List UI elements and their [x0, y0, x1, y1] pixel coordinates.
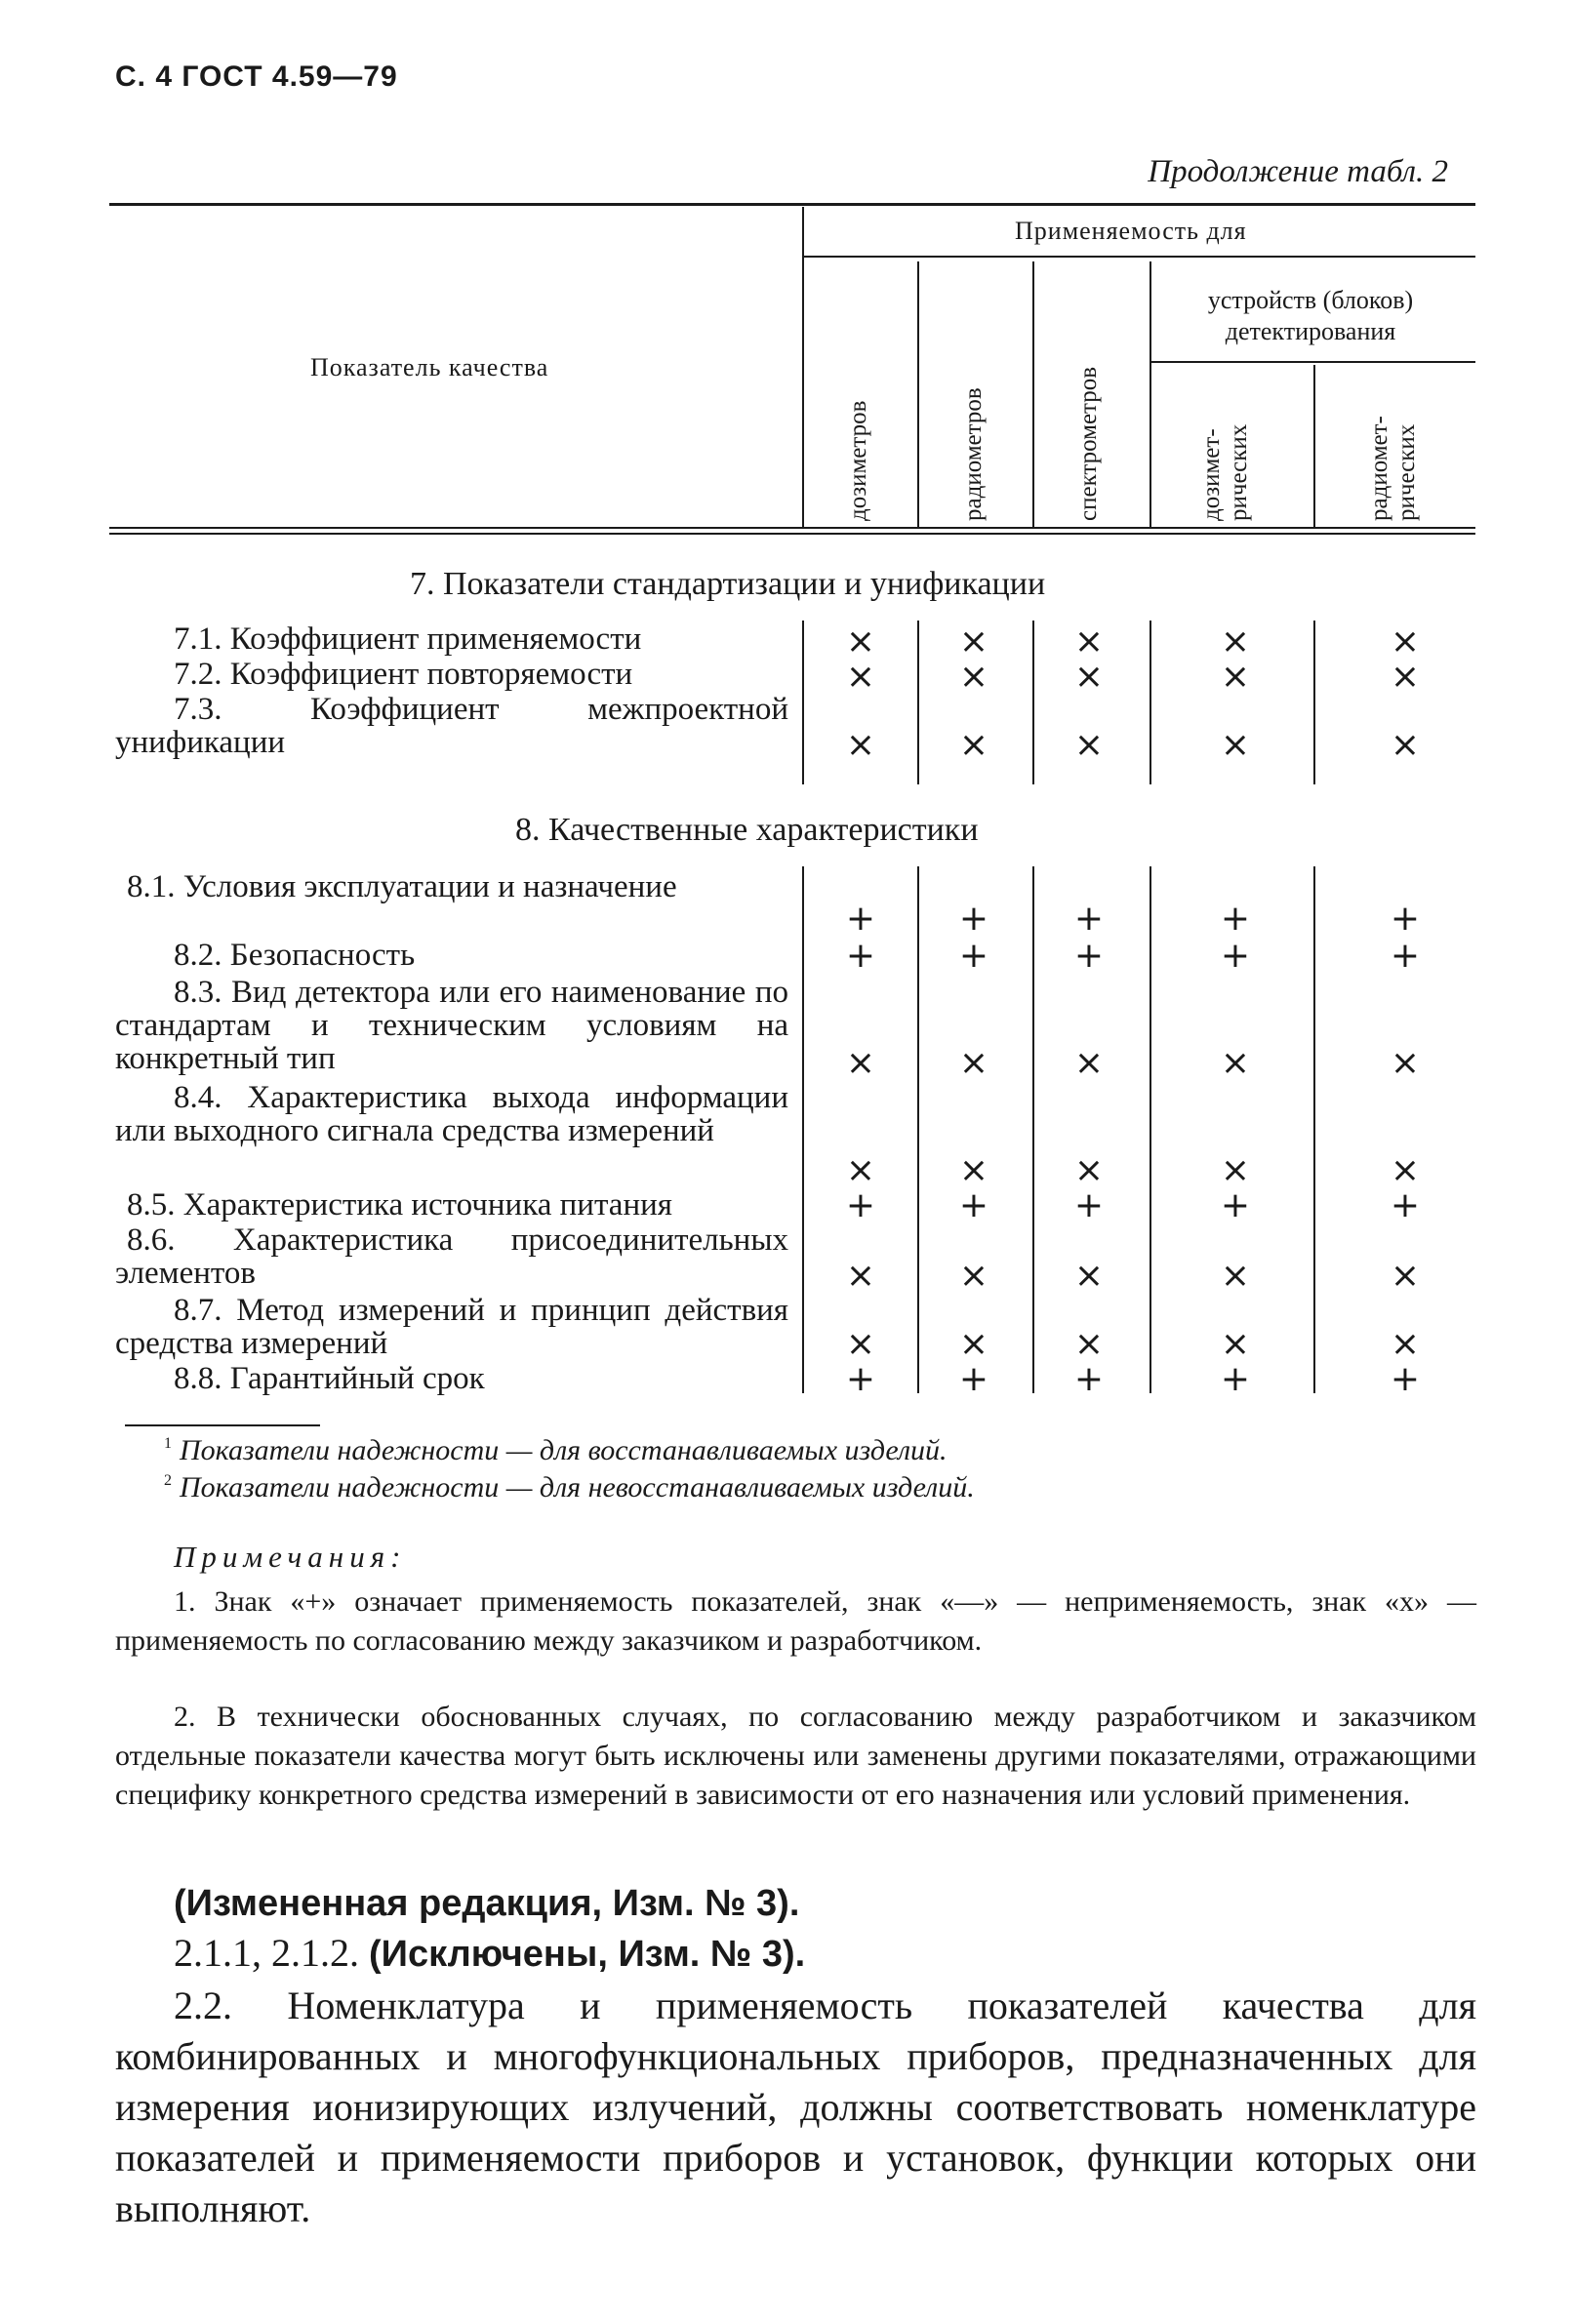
mark-cell: + [845, 1359, 876, 1399]
mark-cell: × [1390, 657, 1421, 697]
mark-cell: × [958, 1043, 989, 1083]
mark-cell: + [845, 1185, 876, 1225]
footnote-text: Показатели надежности — для невосстанавливаемых изделий. [180, 1471, 975, 1503]
mark-cell: + [1390, 899, 1421, 939]
section7-vline-2 [1032, 621, 1034, 784]
row-label: 8.6. Характеристика присоединительных элементов [115, 1222, 788, 1291]
mark-cell: + [958, 899, 989, 939]
header-col-radiometric: радиомет-рических [1366, 416, 1420, 521]
mark-cell: × [1220, 1256, 1251, 1296]
mark-cell: × [1390, 621, 1421, 661]
mark-cell: × [1390, 1043, 1421, 1083]
header-vline-4 [1313, 365, 1315, 527]
row-label: 8.4. Характеристика выхода информации или выходного сигнала средства измерений [115, 1080, 788, 1148]
mark-cell: × [958, 1324, 989, 1364]
mark-cell: × [1073, 1256, 1105, 1296]
mark-cell: × [1220, 1324, 1251, 1364]
header-quality-indicator: Показатель качества [310, 353, 549, 381]
footnote-2 [164, 1471, 975, 1504]
section-title-7: 7. Показатели стандартизации и унификации [410, 566, 1046, 602]
mark-cell: × [958, 657, 989, 697]
mark-cell: + [1220, 1185, 1251, 1225]
mark-cell: × [1220, 657, 1251, 697]
paragraph-2-2: 2.2. Номенклатура и применяемость показателей качества для комбинированных и многофункциональных приборов, предназначенных для измерения ионизирующих излучений, должны соответствовать номенклатуре показателей и применяемости приборов и установок, функции которых они выполняют. [115, 1983, 1476, 2230]
header-divider-group [1150, 361, 1475, 363]
notes-title: Примечания: [174, 1540, 407, 1574]
mark-cell: × [1390, 1324, 1421, 1364]
mark-cell: × [1220, 725, 1251, 765]
mark-cell: + [1073, 899, 1105, 939]
mark-cell: + [958, 1185, 989, 1225]
mark-cell: × [1073, 1043, 1105, 1083]
mark-cell: + [958, 1359, 989, 1399]
row-label: 7.2. Коэффициент повторяемости [174, 657, 633, 692]
mark-cell: + [1220, 899, 1251, 939]
section7-vline-1 [917, 621, 919, 784]
row-label: 8.7. Метод измерений и принцип действия средства измерений [115, 1293, 788, 1361]
header-col-dosimetric: дозимет-рических [1198, 423, 1252, 521]
section8-vline-4 [1313, 866, 1315, 1393]
mark-cell: × [958, 1150, 989, 1190]
footnote-separator [125, 1424, 320, 1426]
mark-cell: × [958, 1256, 989, 1296]
section7-vline-4 [1313, 621, 1315, 784]
row-label: 8.2. Безопасность [174, 938, 416, 973]
mark-cell: + [1220, 936, 1251, 976]
mark-cell: + [1073, 1359, 1105, 1399]
header-divider-top [802, 256, 1475, 258]
section-title-8: 8. Качественные характеристики [515, 812, 979, 848]
footnote-text: Показатели надежности — для восстанавливаемых изделий. [180, 1434, 948, 1466]
row-label: 8.8. Гарантийный срок [174, 1361, 485, 1396]
section8-vline-3 [1150, 866, 1151, 1393]
mark-cell: + [1390, 1359, 1421, 1399]
mark-cell: × [845, 1324, 876, 1364]
section7-vline-3 [1150, 621, 1151, 784]
mark-cell: + [1390, 1185, 1421, 1225]
mark-cell: + [1390, 936, 1421, 976]
mark-cell: × [1220, 1043, 1251, 1083]
excluded-clauses [115, 1928, 1476, 1980]
mark-cell: + [1073, 936, 1105, 976]
header-vline-0 [802, 207, 804, 527]
mark-cell: × [845, 725, 876, 765]
row-label: 8.1. Условия эксплуатации и назначение [127, 869, 677, 904]
footnote-mark: 2 [164, 1472, 172, 1489]
excluded-clauses-number: 2.1.1, 2.1.2. [174, 1931, 359, 1975]
header-vline-2 [1032, 261, 1034, 527]
mark-cell: × [1073, 1324, 1105, 1364]
mark-cell: × [845, 1043, 876, 1083]
section8-vline-2 [1032, 866, 1034, 1393]
header-detection-devices: устройств (блоков) детектирования [1207, 286, 1414, 345]
section8-vline-1 [917, 866, 919, 1393]
mark-cell: × [845, 1150, 876, 1190]
row-label: 8.5. Характеристика источника питания [127, 1187, 672, 1222]
mark-cell: × [1073, 1150, 1105, 1190]
row-label: 7.1. Коэффициент применяемости [174, 621, 642, 657]
mark-cell: + [1073, 1185, 1105, 1225]
header-applicability: Применяемость для [1015, 217, 1247, 245]
mark-cell: × [1220, 1150, 1251, 1190]
header-vline-1 [917, 261, 919, 527]
mark-cell: + [958, 936, 989, 976]
footnote-mark: 1 [164, 1435, 172, 1452]
header-col-radiometers: радиометров [960, 387, 987, 521]
row-label: 8.3. Вид детектора или его наименование по стандартам и техническим условиям на конкретный тип [115, 975, 788, 1076]
row-label: 7.3. Коэффициент межпроектной унификации [115, 692, 788, 760]
header-col-spectrometers: спектрометров [1075, 366, 1102, 521]
table-top-rule [109, 203, 1475, 206]
header-col-dosimeters: дозиметров [845, 400, 871, 521]
mark-cell: + [845, 899, 876, 939]
footnote-1 [164, 1434, 948, 1467]
table-continuation-label: Продолжение табл. 2 [1148, 154, 1448, 189]
mark-cell: × [845, 621, 876, 661]
mark-cell: × [1390, 725, 1421, 765]
table-header-bottom-rule-1 [109, 527, 1475, 529]
mark-cell: × [845, 657, 876, 697]
mark-cell: × [1220, 621, 1251, 661]
amended-edition-note: (Измененная редакция, Изм. № 3). [174, 1883, 800, 1924]
page-header: С. 4 ГОСТ 4.59—79 [115, 60, 398, 93]
section7-vline-0 [802, 621, 804, 784]
mark-cell: × [1390, 1256, 1421, 1296]
mark-cell: + [845, 936, 876, 976]
mark-cell: × [845, 1256, 876, 1296]
mark-cell: × [1390, 1150, 1421, 1190]
note-2: 2. В технически обоснованных случаях, по согласованию между разработчиком и заказчиком отдельные показатели качества могут быть исключены или заменены другими показателями, отражающими специфику конкретного средства измерений в зависимости от его назначения или условий применения. [115, 1701, 1476, 1811]
mark-cell: × [1073, 725, 1105, 765]
excluded-clauses-note: (Исключены, Изм. № 3). [369, 1934, 806, 1975]
mark-cell: × [958, 621, 989, 661]
mark-cell: × [1073, 621, 1105, 661]
section8-vline-0 [802, 866, 804, 1393]
note-1: 1. Знак «+» означает применяемость показателей, знак «—» — неприменяемость, знак «х» — применяемость по согласованию между заказчиком и разработчиком. [115, 1585, 1476, 1657]
table-header-bottom-rule-2 [109, 533, 1475, 535]
mark-cell: + [1220, 1359, 1251, 1399]
mark-cell: × [1073, 657, 1105, 697]
mark-cell: × [958, 725, 989, 765]
